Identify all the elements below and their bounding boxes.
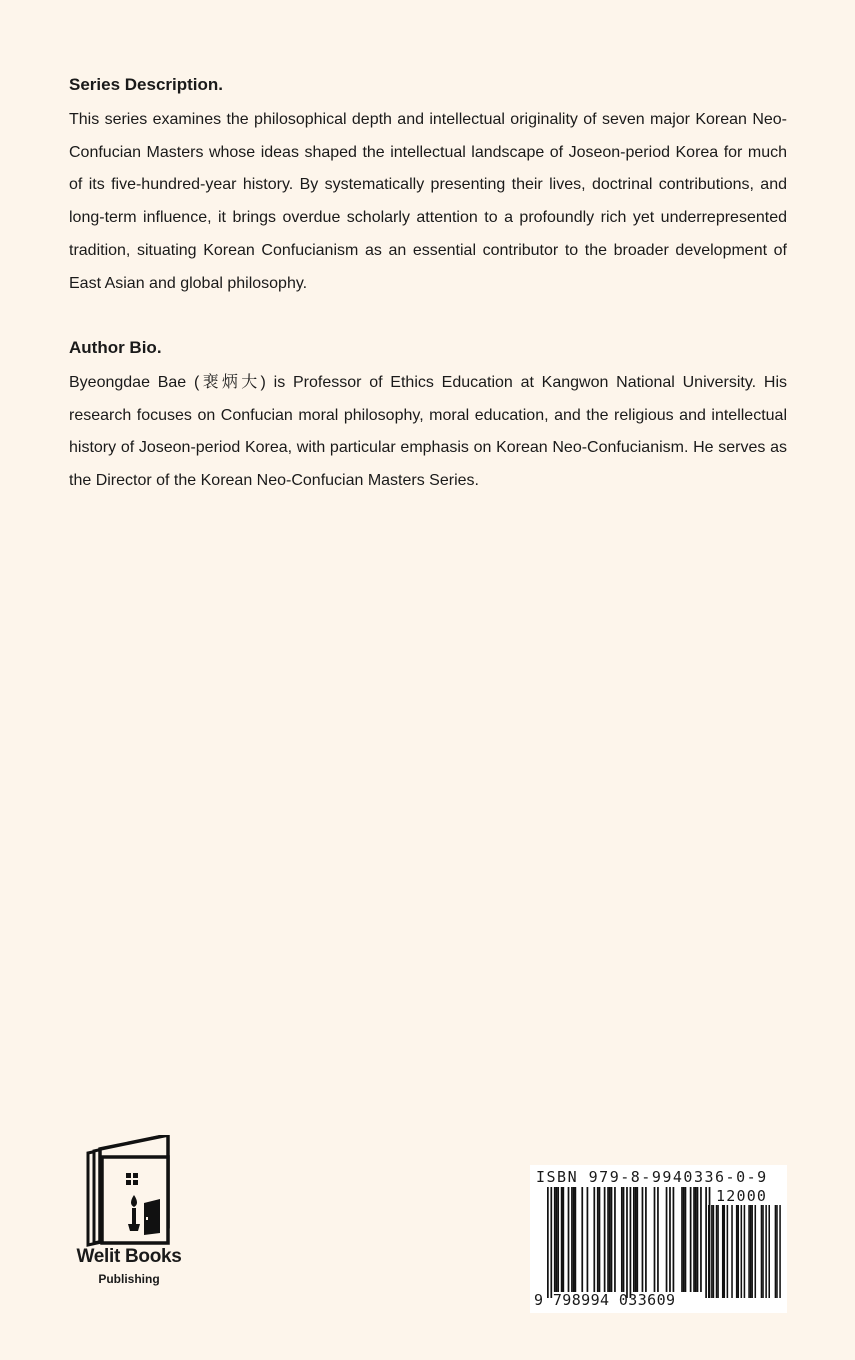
barcode-bar	[669, 1187, 671, 1292]
addon-barcode-bar	[761, 1205, 763, 1298]
barcode-bar	[607, 1187, 609, 1292]
addon-barcode-bar	[765, 1205, 767, 1298]
addon-barcode-bar	[724, 1205, 726, 1298]
series-description-body: This series examines the philosophical depth and intellectual originality of seven major Korean Neo-Confucian Masters whose ideas shaped the intellectual landscape of Joseon-period Korea for much of its five-hundred-year history. By systematically presenting their lives, doctrinal contributions, and long-term influence, it brings overdue scholarly attention to a profoundly rich yet underrepresented tradition, situating Korean Confucianism as an essential contributor to the broader development of East Asian and global philosophy.	[69, 111, 787, 292]
publisher-subtitle: Publishing	[98, 1272, 160, 1286]
addon-barcode-bar	[762, 1205, 764, 1298]
addon-barcode-bar	[722, 1205, 724, 1298]
addon-barcode-bar	[741, 1205, 743, 1298]
isbn-barcode	[530, 1165, 787, 1313]
addon-barcode-bar	[711, 1205, 713, 1298]
barcode-bar	[587, 1187, 589, 1292]
addon-barcode-bar	[776, 1205, 778, 1298]
addon-barcode-bar	[744, 1205, 746, 1298]
barcode-bar	[654, 1187, 656, 1292]
barcode-bar	[695, 1187, 697, 1292]
barcode-bar	[645, 1187, 647, 1292]
barcode-bar	[693, 1187, 695, 1292]
addon-barcode-bar	[775, 1205, 777, 1298]
barcode-bar	[666, 1187, 668, 1292]
barcode-bar	[626, 1187, 628, 1298]
price-code: 12000	[716, 1187, 768, 1205]
barcode-bar	[556, 1187, 558, 1292]
addon-barcode-bar	[708, 1205, 710, 1298]
barcode-bar	[573, 1187, 575, 1292]
barcode-bar	[635, 1187, 637, 1292]
ean-number: 9 798994 033609	[534, 1291, 676, 1309]
barcode-bar	[557, 1187, 559, 1292]
barcode-bar	[611, 1187, 613, 1292]
addon-barcode-bar	[737, 1205, 739, 1298]
author-bio-body: Byeongdae Bae (裵炳大) is Professor of Ethics Education at Kangwon National University. His research focuses on Confucian moral philosophy, moral education, and the religious and intellectual history of Joseon-period Korea, with particular emphasis on Korean Neo-Confucianism. He serves as the Director of the Korean Neo-Confucian Masters Series.	[69, 374, 787, 490]
barcode-bar	[568, 1187, 570, 1292]
addon-barcode-bar	[731, 1205, 733, 1298]
addon-barcode-bar	[755, 1205, 757, 1298]
addon-barcode-bar	[727, 1205, 729, 1298]
barcode-bar	[571, 1187, 573, 1292]
series-description-section	[69, 72, 787, 300]
barcode-bar	[554, 1187, 556, 1292]
barcode-bar	[636, 1187, 638, 1292]
addon-barcode-bar	[748, 1205, 750, 1298]
barcode-bar	[705, 1187, 707, 1298]
addon-barcode-bar	[768, 1205, 770, 1298]
barcode-bar	[633, 1187, 635, 1292]
barcode-bar	[697, 1187, 699, 1292]
barcode-bar	[575, 1187, 577, 1292]
barcode-bar	[599, 1187, 601, 1292]
barcode-bar	[550, 1187, 552, 1298]
addon-barcode-bar	[751, 1205, 753, 1298]
barcode-bar	[685, 1187, 687, 1292]
barcode-bar	[609, 1187, 611, 1292]
book-with-door-icon	[82, 1135, 174, 1247]
publisher-logo	[67, 1135, 197, 1295]
addon-barcode-bar	[717, 1205, 719, 1298]
barcode-bar	[561, 1187, 563, 1292]
barcode-bar	[683, 1187, 685, 1292]
series-description-heading: Series Description.	[69, 75, 224, 94]
publisher-name: Welit Books	[76, 1246, 182, 1267]
barcode-bar	[681, 1187, 683, 1292]
addon-barcode-bar	[713, 1205, 715, 1298]
barcode-bar	[700, 1187, 702, 1292]
addon-barcode-bar	[736, 1205, 738, 1298]
barcode-bar	[597, 1187, 599, 1292]
barcode-bar	[614, 1187, 616, 1292]
barcode-bar	[623, 1187, 625, 1292]
barcode-bar	[657, 1187, 659, 1292]
barcode-bar	[581, 1187, 583, 1292]
author-bio-section	[69, 335, 787, 498]
addon-barcode-bar	[716, 1205, 718, 1298]
addon-barcode-bar	[750, 1205, 752, 1298]
barcode-bar	[547, 1187, 549, 1298]
barcode-bar	[604, 1187, 606, 1292]
barcode-bar	[630, 1187, 632, 1298]
barcode-bar	[673, 1187, 675, 1292]
barcode-bar	[593, 1187, 595, 1292]
addon-barcode-bar	[779, 1205, 781, 1298]
isbn-number: ISBN 979-8-9940336-0-9	[536, 1168, 768, 1186]
author-bio-heading: Author Bio.	[69, 338, 162, 357]
barcode-bar	[690, 1187, 692, 1292]
barcode-bar	[642, 1187, 644, 1292]
barcode-bar	[562, 1187, 564, 1292]
barcode-bar	[621, 1187, 623, 1292]
